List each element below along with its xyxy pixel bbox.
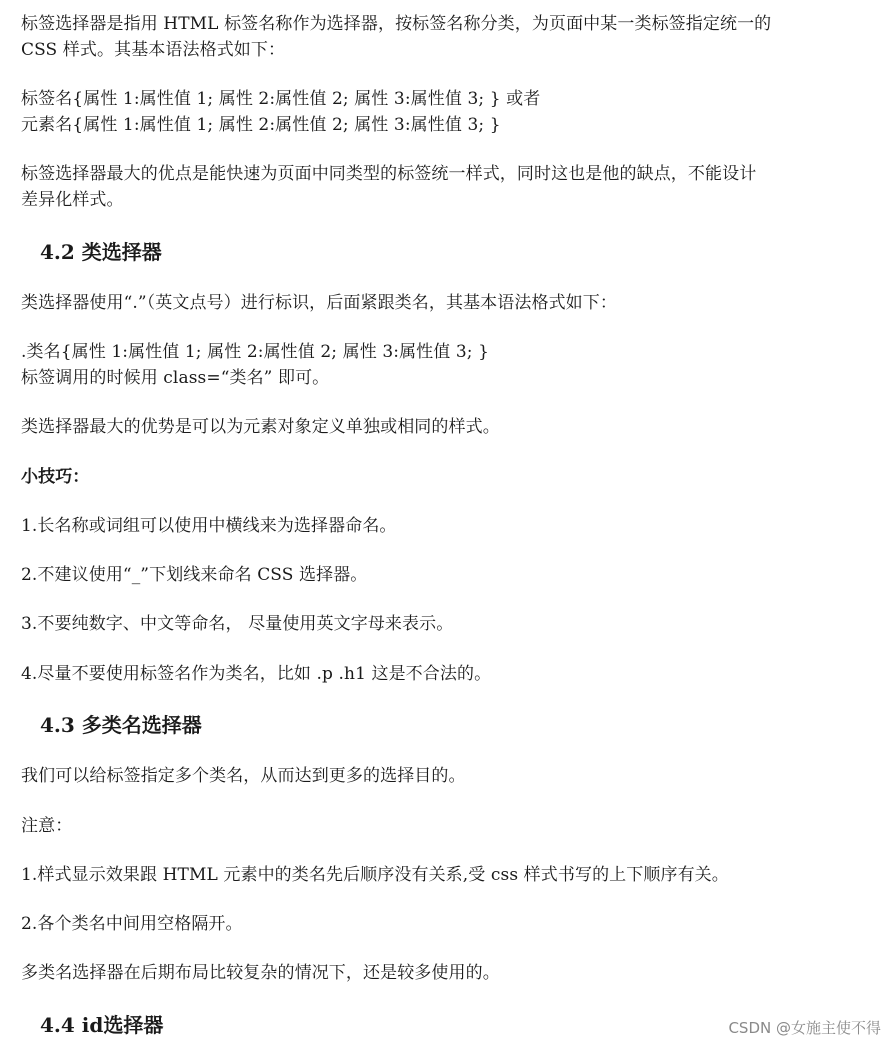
multi-class-summary: 多类名选择器在后期布局比较复杂的情况下，还是较多使用的。	[21, 963, 500, 983]
tag-selector-note-line-1: 标签选择器最大的优点是能快速为页面中同类型的标签统一样式，同时这也是他的缺点，不能设计	[21, 164, 757, 184]
section-heading-4-3: 4.3 多类名选择器	[40, 713, 202, 737]
section-heading-4-4: 4.4 id选择器	[40, 1013, 164, 1037]
tag-selector-note-line-2: 差异化样式。	[21, 190, 124, 210]
tips-title: 小技巧：	[21, 467, 90, 487]
class-selector-advantage: 类选择器最大的优势是可以为元素对象定义单独或相同的样式。	[21, 417, 500, 437]
intro-paragraph-line-2: CSS 样式。其基本语法格式如下：	[21, 40, 286, 60]
tip-item: 4.尽量不要使用标签名作为类名，比如 .p .h1 这是不合法的。	[21, 664, 492, 684]
csdn-watermark: CSDN @女施主使不得	[728, 1019, 881, 1037]
tip-item: 1.长名称或词组可以使用中横线来为选择器命名。	[21, 516, 397, 536]
tag-selector-syntax-1: 标签名{属性 1:属性值 1; 属性 2:属性值 2; 属性 3:属性值 3; } 或者	[21, 89, 541, 109]
note-item: 2.各个类名中间用空格隔开。	[21, 914, 243, 934]
class-selector-usage: 标签调用的时候用 class=“类名” 即可。	[21, 368, 330, 388]
section-heading-4-2: 4.2 类选择器	[40, 240, 162, 264]
tip-item: 2.不建议使用“_”下划线来命名 CSS 选择器。	[21, 565, 368, 585]
class-selector-syntax: .类名{属性 1:属性值 1; 属性 2:属性值 2; 属性 3:属性值 3; }	[21, 342, 490, 362]
note-item: 1.样式显示效果跟 HTML 元素中的类名先后顺序没有关系,受 css 样式书写的上下顺序有关。	[21, 865, 729, 885]
multi-class-description: 我们可以给标签指定多个类名，从而达到更多的选择目的。	[21, 766, 466, 786]
tip-item: 3.不要纯数字、中文等命名， 尽量使用英文字母来表示。	[21, 614, 454, 634]
tag-selector-syntax-2: 元素名{属性 1:属性值 1; 属性 2:属性值 2; 属性 3:属性值 3; }	[21, 115, 501, 135]
class-selector-description: 类选择器使用“.”（英文点号）进行标识，后面紧跟类名，其基本语法格式如下：	[21, 293, 617, 313]
intro-paragraph-line-1: 标签选择器是指用 HTML 标签名称作为选择器，按标签名称分类，为页面中某一类标签指定统一的	[21, 14, 772, 34]
note-title: 注意：	[21, 816, 73, 836]
